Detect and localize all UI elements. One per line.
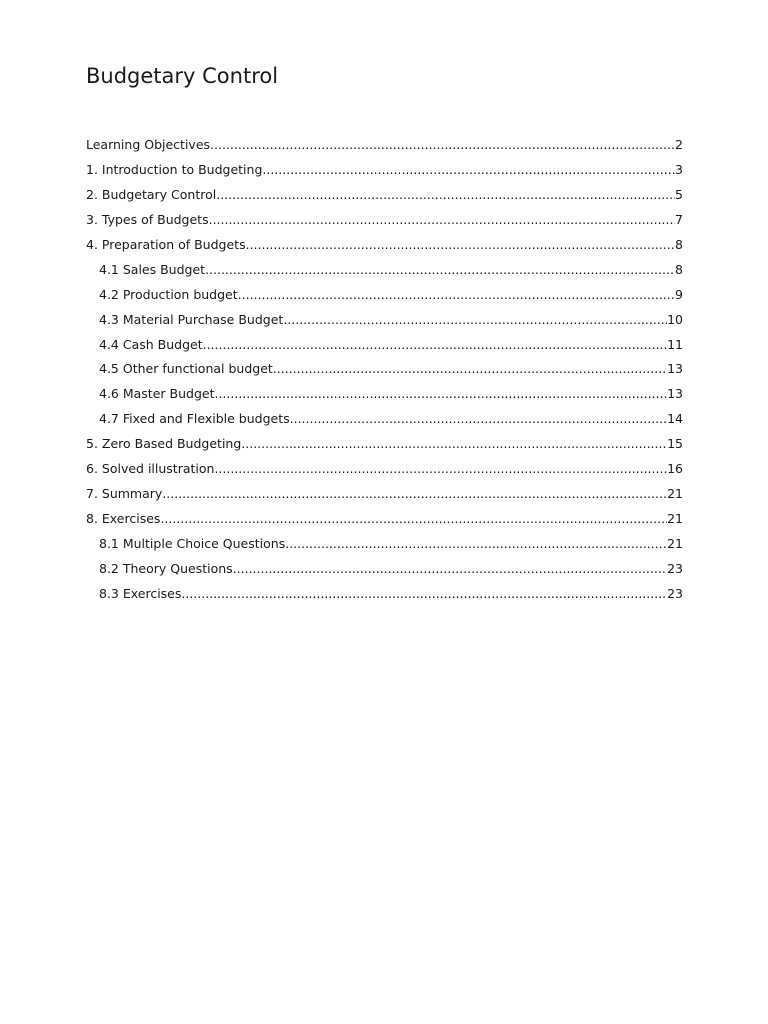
toc-page-number: 14 (667, 411, 683, 427)
toc-entry-label: 2. Budgetary Control (86, 186, 217, 202)
toc-entry[interactable] (86, 433, 683, 458)
toc-entry[interactable] (86, 408, 683, 433)
toc-entry[interactable] (86, 284, 683, 309)
toc-entry[interactable] (86, 383, 683, 408)
toc-entry[interactable] (86, 259, 683, 284)
toc-page-number: 23 (667, 585, 683, 601)
toc-entry-label: 4. Preparation of Budgets (86, 236, 246, 252)
toc-dot-leader (238, 284, 675, 306)
toc-page-number: 5 (675, 186, 683, 202)
toc-dot-leader (214, 458, 667, 480)
toc-entry[interactable] (86, 583, 683, 608)
document-title: Budgetary Control (86, 64, 279, 88)
toc-page-number: 21 (667, 486, 683, 502)
toc-dot-leader (290, 408, 667, 430)
toc-dot-leader (205, 259, 675, 281)
toc-page-number: 11 (667, 336, 683, 352)
toc-dot-leader (273, 358, 667, 380)
toc-entry[interactable] (86, 533, 683, 558)
toc-page-number: 2 (675, 137, 683, 152)
toc-entry[interactable] (86, 458, 683, 483)
toc-entry-label: 8. Exercises (86, 511, 161, 527)
toc-entry-label: 4.1 Sales Budget (99, 261, 206, 277)
toc-entry-label: 8.3 Exercises (99, 585, 182, 601)
toc-entry[interactable] (86, 334, 683, 359)
toc-dot-leader (246, 234, 675, 256)
toc-dot-leader (181, 583, 667, 605)
toc-dot-leader (209, 209, 675, 231)
toc-dot-leader (241, 433, 667, 455)
toc-entry-label: 1. Introduction to Budgeting (86, 161, 263, 177)
toc-entry[interactable] (86, 508, 683, 533)
toc-page-number: 7 (675, 211, 683, 227)
toc-dot-leader (214, 383, 667, 405)
toc-entry-label: 8.2 Theory Questions (99, 560, 233, 576)
toc-entry[interactable] (86, 159, 683, 184)
toc-entry-label: 3. Types of Budgets (86, 211, 209, 227)
toc-page-number: 10 (667, 311, 683, 327)
toc-dot-leader (162, 483, 667, 505)
toc-entry-label: 4.7 Fixed and Flexible budgets (99, 411, 290, 427)
toc-entry[interactable] (86, 483, 683, 508)
toc-page-number: 23 (667, 560, 683, 576)
toc-entry[interactable] (86, 234, 683, 259)
toc-page-number: 16 (667, 461, 683, 477)
toc-entry-label: 4.2 Production budget (99, 286, 238, 302)
toc-entry[interactable] (86, 209, 683, 234)
toc-page-number: 13 (667, 386, 683, 402)
toc-entry[interactable] (86, 558, 683, 583)
toc-dot-leader (203, 334, 667, 356)
toc-page-number: 21 (667, 536, 683, 551)
toc-dot-leader (262, 159, 675, 181)
toc-entry-label: 4.4 Cash Budget (99, 336, 203, 352)
toc-dot-leader (285, 533, 667, 555)
toc-page-number: 8 (675, 261, 683, 277)
toc-entry-label: 8.1 Multiple Choice Questions (99, 536, 286, 551)
toc-entry[interactable] (86, 309, 683, 334)
toc-dot-leader (233, 558, 667, 580)
toc-entry[interactable] (86, 134, 683, 159)
toc-dot-leader (216, 184, 675, 206)
toc-entry-label: 4.6 Master Budget (99, 386, 215, 402)
toc-page-number: 9 (675, 286, 683, 302)
toc-entry-label: 4.5 Other functional budget (99, 361, 273, 377)
toc-page-number: 8 (675, 236, 683, 252)
toc-dot-leader (210, 134, 675, 156)
toc-page-number: 3 (675, 161, 683, 177)
toc-entry-label: 7. Summary (86, 486, 163, 502)
toc-dot-leader (283, 309, 667, 331)
toc-page-number: 21 (667, 511, 683, 527)
toc-entry-label: Learning Objectives (86, 137, 211, 152)
toc-entry-label: 4.3 Material Purchase Budget (99, 311, 284, 327)
toc-entry[interactable] (86, 184, 683, 209)
toc-entry[interactable] (86, 358, 683, 383)
toc-entry-label: 6. Solved illustration (86, 461, 215, 477)
toc-entry-label: 5. Zero Based Budgeting (86, 436, 242, 452)
table-of-contents (86, 134, 683, 608)
toc-page-number: 13 (667, 361, 683, 377)
toc-page-number: 15 (667, 436, 683, 452)
toc-dot-leader (160, 508, 667, 530)
